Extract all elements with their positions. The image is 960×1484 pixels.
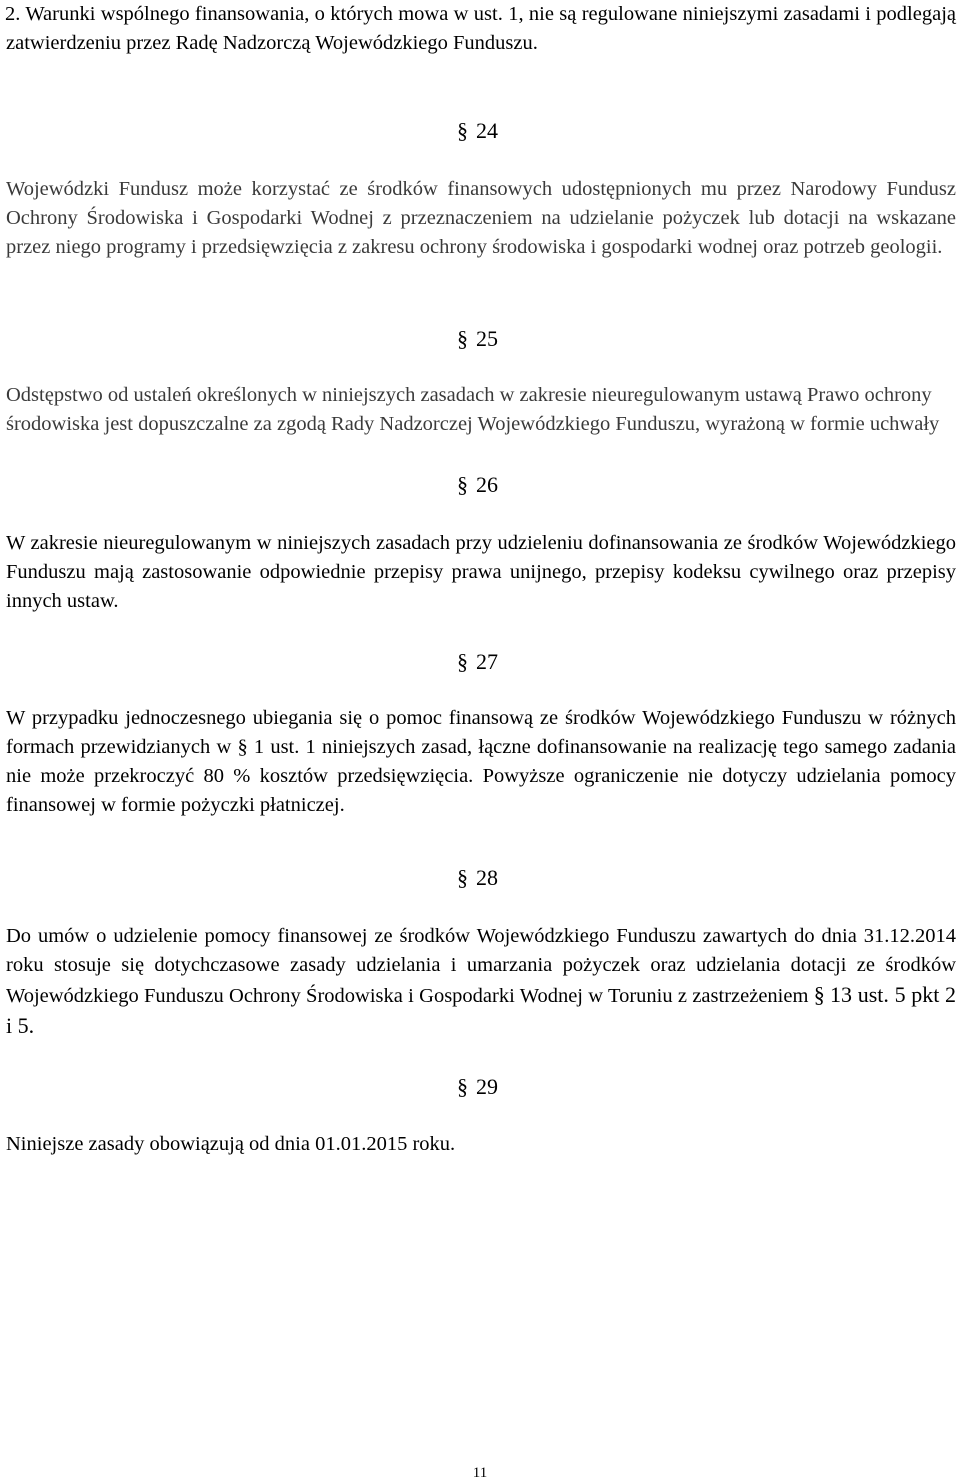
section-sign-icon: § [457, 1074, 468, 1099]
section-26-text: W zakresie nieuregulowanym w niniejszych zasadach przy udzieleniu dofinansowania ze środków Wojewódzkiego Funduszu mają zastosowanie odpowiednie przepisy prawa unijnego, przepisy kodeksu cywilnego oraz przepisy innych ustaw. [6, 532, 956, 612]
section-number: 28 [476, 865, 498, 890]
section-28-text-part-1: Do umów o udzielenie pomocy finansowej ze środków Wojewódzkiego Funduszu zawartych do dnia 31.12.2014 roku stosuje się dotychczasowe zasady udzielania i umarzania pożyczek oraz udzielania dotacji ze środków Wojewódzkiego Funduszu Ochrony Środowiska i Gospodarki Wodnej w Toruniu z zastrzeżeniem [6, 925, 956, 1007]
section-sign-icon: § [813, 982, 825, 1007]
section-27-text [6, 704, 956, 820]
section-27-text-part-2: 1 ust. 1 niniejszych zasad, łączne dofinansowanie na realizację tego samego zadania nie może przekroczyć 80 % kosztów przedsięwzięcia. Powyższe ograniczenie nie dotyczy udzielania pomocy finansowej w formie pożyczki płatniczej. [6, 736, 956, 816]
section-27-text-part-1: W przypadku jednoczesnego ubiegania się o pomoc finansową ze środków Wojewódzkiego Funduszu w różnych formach przewidzianych w [6, 707, 956, 758]
section-sign-icon: § [457, 649, 468, 674]
paragraph-2 [6, 0, 956, 58]
section-number: 27 [476, 649, 498, 674]
section-25-text: Odstępstwo od ustaleń określonych w niniejszych zasadach w zakresie nieuregulowanym ustawą Prawo ochrony środowiska jest dopuszczalne za zgodą Rady Nadzorczej Wojewódzkiego Funduszu, wyrażoną w formie uchwały [6, 384, 940, 435]
section-28-text-part-2: 13 ust. 5 pkt 2 i 5. [6, 982, 957, 1038]
section-24-text: Wojewódzki Fundusz może korzystać ze środków finansowych udostępnionych mu przez Narodowy Fundusz Ochrony Środowiska i Gospodarki Wodnej z przeznaczeniem na udzielanie pożyczek lub dotacji na wskazane przez niego programy i przedsięwzięcia z zakresu ochrony środowiska i gospodarki wodnej oraz potrzeb geologii. [6, 178, 956, 258]
section-28-text [6, 922, 956, 1042]
section-29-text: Niniejsze zasady obowiązują od dnia 01.01.2015 roku. [6, 1133, 456, 1155]
page-number: 11 [472, 1465, 488, 1481]
section-number: 26 [476, 472, 498, 497]
section-number: 25 [476, 326, 498, 351]
section-number: 24 [476, 118, 498, 143]
section-sign-icon: § [457, 865, 468, 890]
section-sign-icon: § [457, 326, 468, 351]
section-sign-icon: § [457, 118, 468, 143]
section-sign-icon: § [457, 472, 468, 497]
section-sign-icon: § [237, 736, 248, 758]
section-number: 29 [476, 1074, 498, 1099]
paragraph-2-text: Warunki wspólnego finansowania, o których mowa w ust. 1, nie są regulowane niniejszymi zasadami i podlegają zatwierdzeniu przez Radę Nadzorczą Wojewódzkiego Funduszu. [6, 3, 956, 54]
paragraph-2-number: 2. [5, 3, 21, 25]
